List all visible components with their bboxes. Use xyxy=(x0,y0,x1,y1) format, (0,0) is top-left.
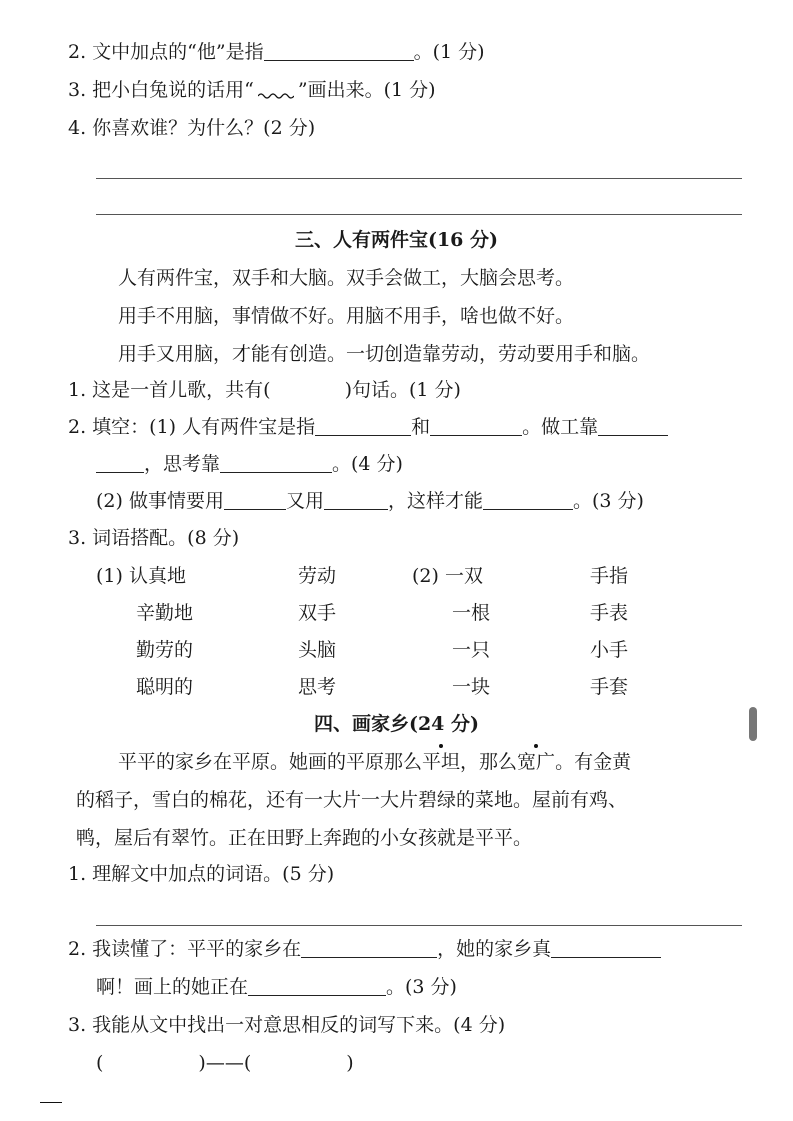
wavy-line-icon xyxy=(254,80,298,100)
s3-q1: 1. 这是一首儿歌，共有( )句话。(1 分) xyxy=(68,379,461,401)
poem-line: 人有两件宝，双手和大脑。双手会做工，大脑会思考。 xyxy=(118,267,575,289)
passage-line: 鸭，屋后有翠竹。正在田野上奔跑的小女孩就是平平。 xyxy=(76,827,533,849)
answer-blank[interactable] xyxy=(324,489,388,510)
answer-blank[interactable] xyxy=(483,489,573,510)
match-left-word[interactable]: 辛勤地 xyxy=(136,602,194,624)
match-right-word[interactable]: 手套 xyxy=(590,676,629,698)
match-left-word[interactable]: (2) 一双 xyxy=(412,565,483,587)
page-footer-dash xyxy=(40,1102,62,1103)
answer-blank[interactable] xyxy=(598,415,668,436)
s4-q2-line1: 2. 我读懂了：平平的家乡在 ，她的家乡真 xyxy=(68,937,661,961)
match-right-word[interactable]: 头脑 xyxy=(298,639,337,661)
poem-line: 用手不用脑，事情做不好。用脑不用手，啥也做不好。 xyxy=(118,305,575,327)
answer-blank[interactable] xyxy=(264,40,414,61)
passage-line: 的稻子，雪白的棉花，还有一大片一大片碧绿的菜地。屋前有鸡、 xyxy=(76,789,628,811)
answer-blank[interactable] xyxy=(315,415,411,436)
answer-line[interactable] xyxy=(96,214,742,215)
match-left-word[interactable]: 一块 xyxy=(452,676,491,698)
s4-q2-line2: 啊！画上的她正在 。(3 分) xyxy=(96,976,457,998)
q4-top: 4. 你喜欢谁？为什么？(2 分) xyxy=(68,117,316,139)
answer-blank[interactable] xyxy=(301,937,437,958)
match-left-word[interactable]: 一根 xyxy=(452,602,491,624)
s4-q1: 1. 理解文中加点的词语。(5 分) xyxy=(68,863,335,885)
match-left-word[interactable]: (1) 认真地 xyxy=(96,565,186,587)
match-right-word[interactable]: 劳动 xyxy=(298,565,337,587)
s4-q3: 3. 我能从文中找出一对意思相反的词写下来。(4 分) xyxy=(68,1014,506,1036)
s3-q2-line2: ，思考靠 。(4 分) xyxy=(96,452,403,476)
answer-blank[interactable] xyxy=(551,937,661,958)
match-right-word[interactable]: 双手 xyxy=(298,602,337,624)
answer-blank[interactable] xyxy=(96,452,144,473)
answer-blank[interactable] xyxy=(224,489,286,510)
q3-top: 3. 把小白兔说的话用“ ”画出来。(1 分) xyxy=(68,79,436,101)
match-right-word[interactable]: 手指 xyxy=(590,565,629,587)
section-title: 三、人有两件宝(16 分) xyxy=(294,229,499,251)
match-left-word[interactable]: 聪明的 xyxy=(136,676,194,698)
antonym-pair-blanks[interactable]: ( )——( ) xyxy=(96,1052,354,1074)
match-right-word[interactable]: 小手 xyxy=(590,639,629,661)
match-left-word[interactable]: 勤劳的 xyxy=(136,639,194,661)
s3-q2-line1: 2. 填空：(1) 人有两件宝是指 和 。做工靠 xyxy=(68,415,668,439)
passage-line: 平平的家乡在平原。她画的平原那么平坦，那么宽广。有金黄 xyxy=(118,751,632,773)
match-right-word[interactable]: 手表 xyxy=(590,602,629,624)
match-left-word[interactable]: 一只 xyxy=(452,639,491,661)
answer-line[interactable] xyxy=(96,925,742,926)
answer-line[interactable] xyxy=(96,178,742,179)
s3-q2-line3: (2) 做事情要用 又用 ，这样才能 。(3 分) xyxy=(96,490,644,512)
dotted-word: 平坦 xyxy=(422,751,461,773)
scrollbar-thumb[interactable] xyxy=(749,707,757,741)
s3-q3: 3. 词语搭配。(8 分) xyxy=(68,527,240,549)
section-title: 四、画家乡(24 分) xyxy=(313,713,480,735)
dotted-word: 宽广 xyxy=(517,751,556,773)
answer-blank[interactable] xyxy=(220,452,332,473)
match-right-word[interactable]: 思考 xyxy=(298,676,337,698)
q2-top: 2. 文中加点的“他”是指 。(1 分) xyxy=(68,41,485,63)
answer-blank[interactable] xyxy=(430,415,522,436)
answer-blank[interactable] xyxy=(248,975,386,996)
poem-line: 用手又用脑，才能有创造。一切创造靠劳动，劳动要用手和脑。 xyxy=(118,343,651,365)
